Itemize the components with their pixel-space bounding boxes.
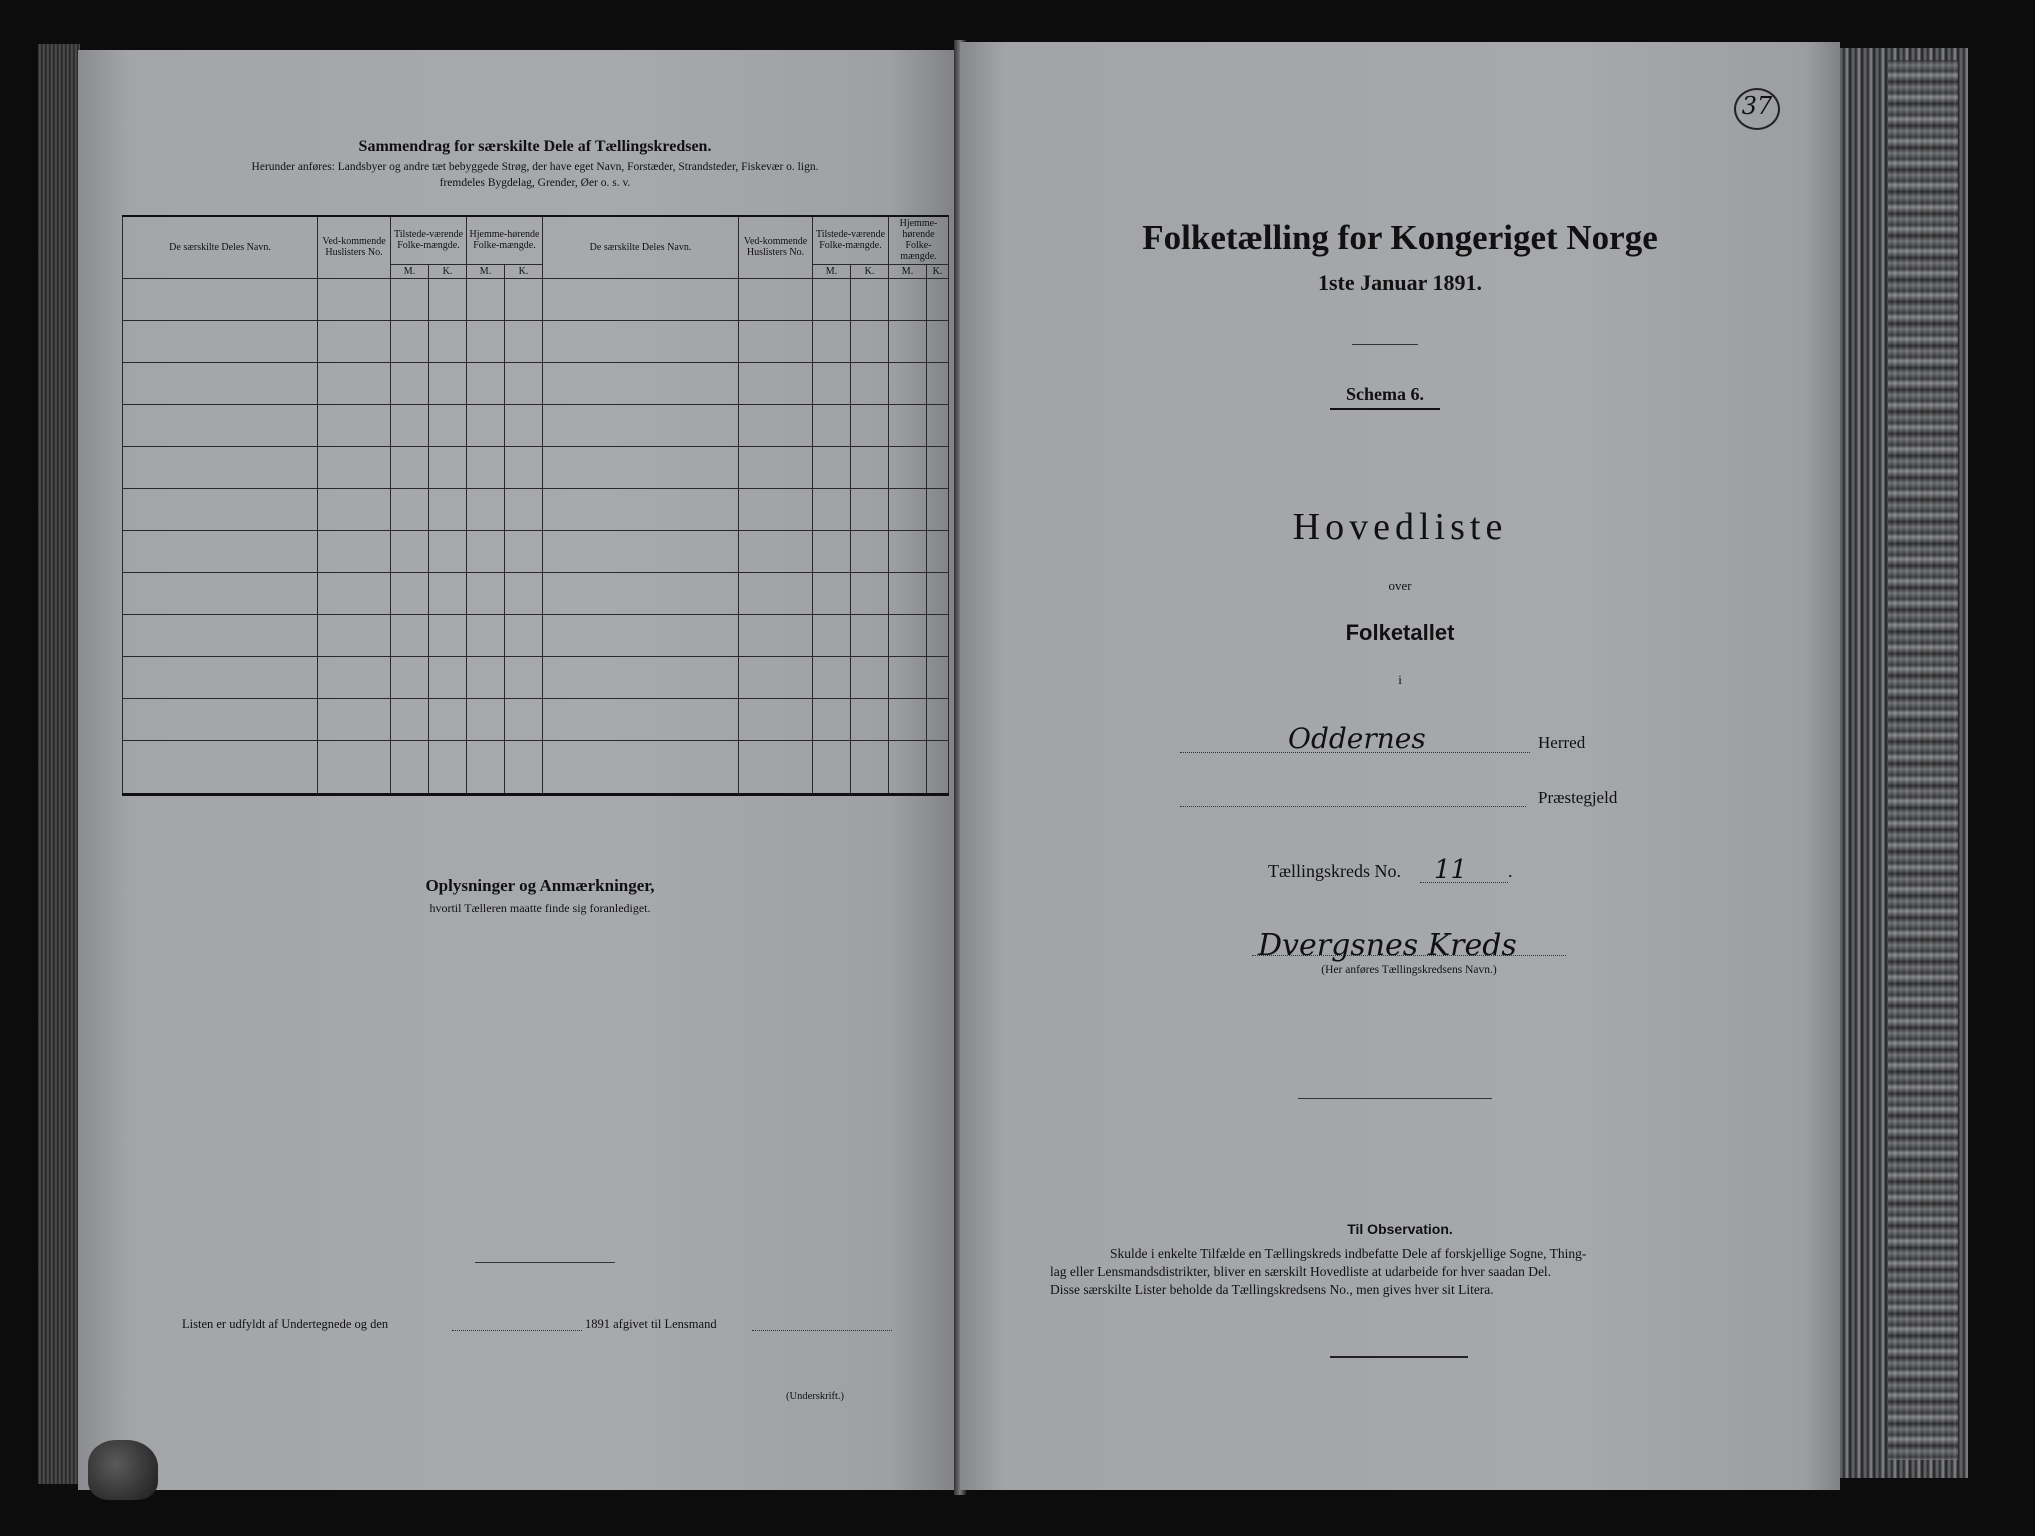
table-row	[123, 740, 949, 794]
col-header-huslister: Ved-kommende Huslisters No.	[318, 216, 391, 278]
prestegjeld-line	[1180, 806, 1526, 807]
notes-title: Oplysninger og Anmærkninger,	[425, 876, 655, 895]
table-row	[123, 572, 949, 614]
main-heading: Hovedliste	[1292, 506, 1508, 548]
herred-label: Herred	[1538, 733, 1586, 752]
census-date: 1ste Januar 1891.	[1318, 270, 1482, 295]
table-row	[123, 488, 949, 530]
col-header-k: K.	[505, 264, 543, 278]
kreds-name-line	[1252, 955, 1566, 956]
col-header-m: M.	[813, 264, 851, 278]
over-label: over	[1388, 578, 1412, 593]
notes-subtitle: hvortil Tælleren maatte finde sig foranlediget.	[429, 901, 651, 915]
summary-table	[122, 215, 949, 796]
signature-label: (Underskrift.)	[786, 1391, 845, 1402]
table-row	[123, 404, 949, 446]
kreds-label: Tællingskreds No.	[1268, 861, 1401, 881]
col-header-k: K.	[927, 264, 949, 278]
observation-line-3: Disse særskilte Lister beholde da Tællingskredsens No., men gives hver sit Litera.	[1050, 1282, 1494, 1297]
table-row	[123, 320, 949, 362]
divider	[1352, 344, 1418, 345]
kreds-name-value: Dvergsnes Kreds	[1258, 928, 1517, 963]
col-header-hjemme: Hjemme-hørende Folke-mængde.	[467, 216, 543, 264]
divider	[1298, 1098, 1492, 1099]
col-header-name: De særskilte Deles Navn.	[123, 216, 318, 278]
col-header-tilstede: Tilstede-værende Folke-mængde.	[391, 216, 467, 264]
footer-text-1: Listen er udfyldt af Undertegnede og den	[182, 1317, 389, 1331]
observation-title: Til Observation.	[1347, 1221, 1453, 1237]
observation-line-1: Skulde i enkelte Tilfælde en Tællingskreds indbefatte Dele af forskjellige Sogne, Thing-	[1110, 1246, 1587, 1261]
prestegjeld-label: Præstegjeld	[1538, 788, 1618, 807]
col-header-tilstede-2: Tilstede-værende Folke-mængde.	[813, 216, 889, 264]
date-blank	[452, 1330, 582, 1331]
col-header-hjemme-2: Hjemme-hørende Folke-mængde.	[889, 216, 949, 264]
book-edge-left	[38, 44, 80, 1484]
observation-line-2: lag eller Lensmandsdistrikter, bliver en særskilt Hovedliste at udarbeide for hver saadan Del.	[1050, 1264, 1552, 1279]
census-title: Folketælling for Kongeriget Norge	[1142, 218, 1658, 257]
schema-label: Schema 6.	[1330, 384, 1440, 410]
page-stack-right	[1888, 60, 1958, 1460]
kreds-no-value: 11	[1434, 855, 1468, 885]
kreds-period: .	[1508, 861, 1513, 881]
summary-title: Sammendrag for særskilte Dele af Tællingskredsen.	[358, 138, 712, 155]
table-row	[123, 362, 949, 404]
folketallet-label: Folketallet	[1345, 620, 1455, 645]
herred-value: Oddernes	[1288, 722, 1426, 755]
table-row	[123, 278, 949, 320]
table-row	[123, 656, 949, 698]
i-label: i	[1398, 672, 1402, 687]
col-header-k: K.	[429, 264, 467, 278]
page-number: 37	[1741, 92, 1773, 120]
kreds-name-hint: (Her anføres Tællingskredsens Navn.)	[1321, 964, 1497, 976]
col-header-k: K.	[851, 264, 889, 278]
footer-text-2: 1891 afgivet til Lensmand	[585, 1317, 717, 1331]
lensmand-blank	[752, 1330, 892, 1331]
col-header-m: M.	[391, 264, 429, 278]
col-header-m: M.	[467, 264, 505, 278]
col-header-name-2: De særskilte Deles Navn.	[543, 216, 739, 278]
thumb-image	[88, 1440, 158, 1500]
divider	[1330, 1356, 1468, 1358]
summary-subtitle-2: fremdeles Bygdelag, Grender, Øer o. s. v.	[439, 177, 631, 189]
table-row	[123, 446, 949, 488]
table-row	[123, 698, 949, 740]
col-header-m: M.	[889, 264, 927, 278]
table-row	[123, 614, 949, 656]
col-header-huslister-2: Ved-kommende Huslisters No.	[739, 216, 813, 278]
table-row	[123, 530, 949, 572]
divider	[475, 1262, 615, 1263]
summary-subtitle-1: Herunder anføres: Landsbyer og andre tæt bebyggede Strøg, der have eget Navn, Forstæder, Strandsteder, Fiskevær o. lign.	[251, 161, 819, 173]
